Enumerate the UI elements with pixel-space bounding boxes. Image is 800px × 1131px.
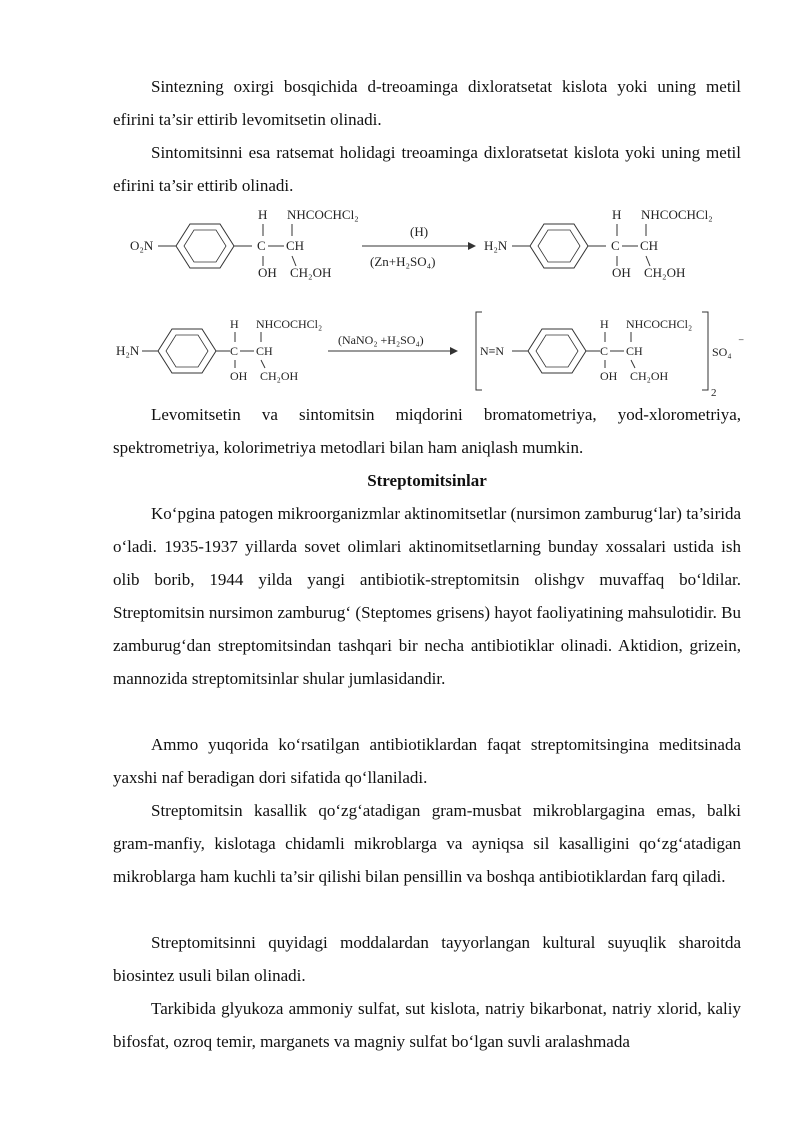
amide-group-label: NHCOCHCl₂ (626, 317, 693, 331)
reaction-scheme-2 (100, 306, 750, 398)
ch2oh-label: CH₂OH (260, 369, 299, 383)
hydrogen-label: H (612, 207, 622, 222)
hydrogen-label: H (600, 317, 609, 331)
hydrogen-label: H (230, 317, 239, 331)
ch-label: CH (626, 344, 643, 358)
reaction-scheme-1 (100, 204, 750, 284)
amide-group-label: NHCOCHCl₂ (641, 207, 713, 222)
hydrogen-label: H (258, 207, 268, 222)
ch-label: CH (286, 238, 305, 253)
charge-label: ⁻ (738, 335, 745, 349)
hydroxyl-label: OH (612, 265, 631, 280)
nitro-group-label: O₂N (130, 238, 154, 253)
paragraph-medical-use: Ammo yuqorida ko‘rsatilgan antibiotiklardan faqat streptomitsingina meditsinada yaxshi naf beradigan dori sifatida qo‘llaniladi. (113, 735, 741, 787)
carbon-label: C (257, 238, 266, 253)
ch-label: CH (640, 238, 659, 253)
amino-group-label: H₂N (116, 343, 140, 358)
paragraph-actinomycetes: Ko‘pgina patogen mikroorganizmlar aktinomitsetlar (nursimon zamburug‘lar) ta’sirida o‘ladi. 1935-1937 yillarda sovet olimlari aktinomitsetlarning bunday xossalari ustida ish olib borib, 1944 yilda yangi antibiotik-streptomitsin olishgv muvaffaq bo‘ldilar. Streptomitsin nursimon zamburug‘ (Steptomes grisens) hayot faoliyatining mahsulotidir. Bu zamburug‘dan streptomitsindan tashqari bir necha antibiotiklar olinadi. Aktidion, grizein, mannozida streptomitsinlar shular jumlasidandir. (113, 504, 741, 688)
paragraph-biosynthesis: Streptomitsinni quyidagi moddalardan tayyorlangan kultural suyuqlik sharoitda biosintez usuli bilan olinadi. (113, 933, 741, 985)
sulfate-counter-ion-label: SO₄ (712, 345, 732, 359)
ch2oh-label: CH₂OH (630, 369, 669, 383)
amide-group-label: NHCOCHCl₂ (287, 207, 359, 222)
paragraph-sintomitsin: Sintomitsinni esa ratsemat holidagi treoaminga dixloratsetat kislota yoki uning metil efirini ta’sir ettirib olinadi. (113, 143, 741, 195)
hydroxyl-label: OH (230, 369, 248, 383)
bracket-subscript-label: 2 (711, 387, 717, 398)
ch-label: CH (256, 344, 273, 358)
reagent-zinc-label: (Zn+H₂SO₄) (370, 254, 436, 269)
benzene-ring (176, 224, 234, 268)
benzene-ring (158, 329, 216, 373)
benzene-ring (530, 224, 588, 268)
amide-group-label: NHCOCHCl₂ (256, 317, 323, 331)
reagent-hydrogen-label: (H) (410, 224, 429, 239)
diazonium-group-label: N≡N (480, 344, 505, 358)
paragraph-synthesis-final-step: Sintezning oxirgi bosqichida d-treoaminga dixloratsetat kislota yoki uning metil efirini ta’sir ettirib levomitsetin olinadi. (113, 77, 741, 129)
amino-group-label: H₂N (484, 238, 508, 253)
carbon-label: C (611, 238, 620, 253)
paragraph-analysis-methods: Levomitsetin va sintomitsin miqdorini bromatometriya, yod-xlorometriya, spektrometriya, kolorimetriya metodlari bilan ham aniqlash mumkin. (113, 405, 741, 457)
paragraph-spectrum: Streptomitsin kasallik qo‘zg‘atadigan gram-musbat mikroblargagina emas, balki gram-manfiy, kislotaga chidamli mikroblarga va ayniqsa sil kasalligini qo‘zg‘atadigan mikroblarga ham kuchli ta’sir qilishi bilan pensillin va boshqa antibiotiklardan farq qiladi. (113, 801, 741, 886)
paragraph-medium-composition: Tarkibida glyukoza ammoniy sulfat, sut kislota, natriy bikarbonat, natriy xlorid, kaliy bifosfat, ozroq temir, marganets va magniy sulfat bo‘lgan suvli aralashmada (113, 999, 741, 1051)
ch2oh-label: CH₂OH (644, 265, 686, 280)
section-heading: Streptomitsinlar (367, 471, 487, 490)
carbon-label: C (230, 344, 239, 358)
hydroxyl-label: OH (600, 369, 618, 383)
reagent-nitrite-label: (NaNO₂ +H₂SO₄) (338, 333, 424, 347)
benzene-ring (528, 329, 586, 373)
carbon-label: C (600, 344, 609, 358)
hydroxyl-label: OH (258, 265, 277, 280)
ch2oh-label: CH₂OH (290, 265, 332, 280)
